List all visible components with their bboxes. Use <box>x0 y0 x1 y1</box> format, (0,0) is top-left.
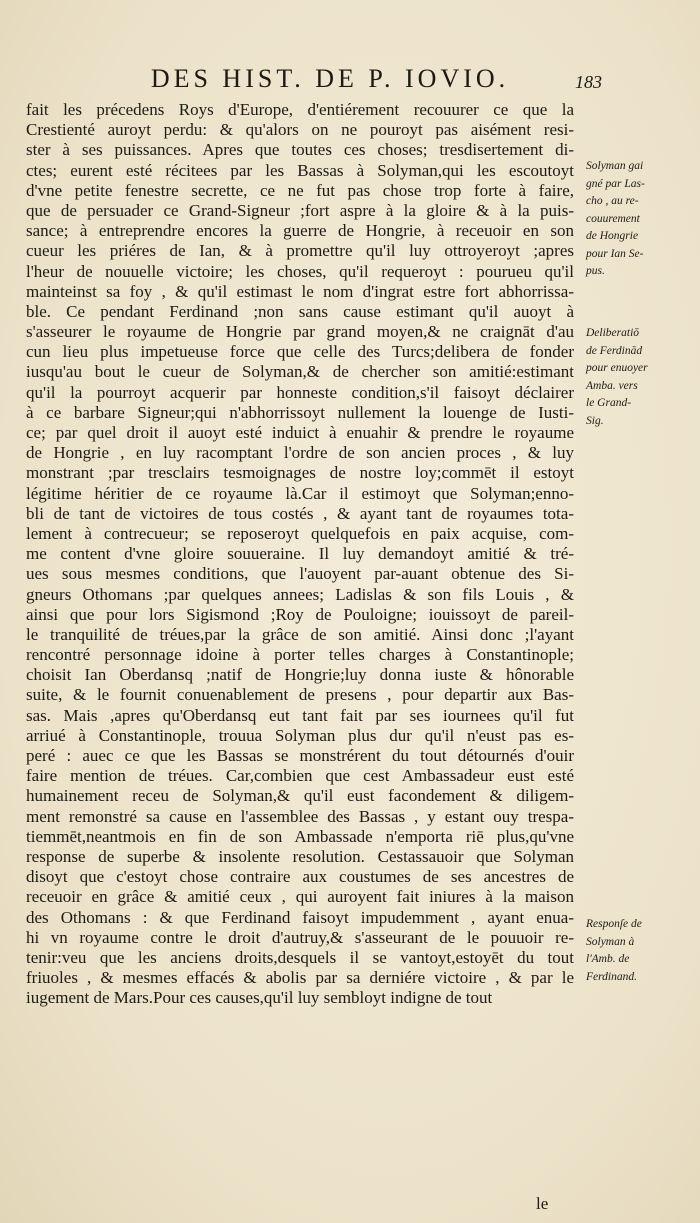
margin-note-line: Ferdinand. <box>586 970 637 983</box>
page-number: 183 <box>575 72 602 92</box>
margin-note-line: Solyman à <box>586 935 635 948</box>
text-line: me content d'vne gloire souueraine. Il luy demandoyt amitié & tré- <box>26 544 574 564</box>
text-line: sas. Mais ,apres qu'Oberdansq eut tant fait par ses iournees qu'il fut <box>26 705 574 725</box>
text-line: rencontré personnage idoine à porter telles charges à Constantinople; <box>26 645 574 665</box>
margin-note-solyman-won-over <box>586 158 696 281</box>
text-line: iugement de Mars.Pour ces causes,qu'il luy sembloyt indigne de tout <box>26 988 493 1008</box>
margin-note-line: Responſe de <box>586 918 642 930</box>
margin-note-line: pus. <box>586 265 605 277</box>
text-line: receuoir en grâce & amitié ceux , qui auroyent fait iniures à la maison <box>26 887 574 907</box>
text-line: disoyt que c'estoyt chose contraire aux coustumes de ses ancestres de <box>26 867 574 887</box>
text-line: suite, & le fournit conuenablement de presens , pour departir aux Bas- <box>26 685 574 705</box>
text-line: iusqu'au bout le cueur de Solyman,& de chercher son amitié:estimant <box>26 362 574 382</box>
text-line: légitime héritier de ce royaume là.Car il estimoyt que Solyman;enno- <box>26 483 574 503</box>
text-line: lement à contrecueur; se reposeroyt quelquefois en paix acquise, com- <box>26 523 574 543</box>
text-line: hi vn royaume contre le droit d'autruy,& s'asseurant de le pouuoir re- <box>26 927 574 947</box>
text-line: tiemmēt,neantmois en fin de son Ambassade n'emporta riē plus,qu'vne <box>26 826 574 846</box>
text-line: ment remonstré sa cause en l'assemblee des Bassas , y estant ouy trespa- <box>26 806 574 826</box>
text-line: sance; à entreprendre encores la guerre de Hongrie, à receuoir en son <box>26 221 574 241</box>
running-title: DES HIST. DE P. IOVIO. <box>150 64 510 93</box>
text-line: humainement receu de Solyman,& qu'il eust facondement & diligem- <box>26 786 574 806</box>
body-text <box>26 100 574 1008</box>
text-line: à ce barbare Signeur;qui n'abhorrissoyt nullement la louenge de Iusti- <box>26 402 574 422</box>
margin-note-line: de Hongrie <box>586 230 639 242</box>
text-line: cueur les priéres de Ian, & à promettre qu'il luy ottroyeroyt ;apres <box>26 241 574 261</box>
text-line: Crestienté auroyt perdu: & qu'alors on ne pouroyt pas aisément resi- <box>26 120 574 140</box>
text-line: de Hongrie , en luy racomptant l'ordre de son ancien proces , & luy <box>26 443 574 463</box>
text-line: tenir:veu que les anciens droits,desquels il se vantoyt,estoyēt du tout <box>26 947 574 967</box>
text-line: l'heur de nouuelle victoire; les choses, qu'il requeroyt : pourueu qu'il <box>26 261 574 281</box>
text-line: bli de tant de victoires de tous costés , & ayant tant de royaumes tota- <box>26 503 574 523</box>
text-line: ster à ses puissances. Apres que toutes ces choses; tresdisertement di- <box>26 140 574 160</box>
text-line: monstrant ;par tresclairs tesmoignages de nostre loy;commēt il estoyt <box>26 463 574 483</box>
text-line: ctes; eurent esté récitees par les Bassas à Solyman,qui les escoutoyt <box>26 160 574 180</box>
text-line: d'vne petite fenestre secrette, ce ne fut pas chose trop forte à faire, <box>26 180 574 200</box>
text-line: le tranquilité de tréues,par la grâce de son amitié. Ainsi donc ;l'ayant <box>26 624 574 644</box>
margin-note-line: couurement <box>586 212 640 225</box>
margin-note-line: gné par Las- <box>586 177 645 190</box>
text-line: ainsi que pour lors Sigismond ;Roy de Pouloigne; iouissoyt de pareil- <box>26 604 574 624</box>
text-line: response de superbe & insolente resolution. Cestassauoir que Solyman <box>26 846 574 866</box>
margin-note-line: le Grand- <box>586 397 632 409</box>
margin-note-line: l'Amb. de <box>586 953 630 965</box>
text-line: choisit Ian Oberdansq ;natif de Hongrie;luy donna iuste & hônorable <box>26 665 574 685</box>
margin-note-line: pour enuoyer <box>586 362 648 374</box>
catchword: le <box>536 1194 549 1213</box>
text-line: s'asseurer le royaume de Hongrie par grand moyen,& ne craignāt d'au <box>26 322 574 342</box>
text-line: ce; par quel droit il auoyt esté induict à enuahir & prendre le royaume <box>26 423 574 442</box>
text-line: qu'il la pourroyt acquerir par honneste condition,s'il faisoyt déclairer <box>26 382 574 402</box>
text-line: que de persuader ce Grand-Signeur ;fort aspre à la gloire & à la puis- <box>26 200 574 220</box>
text-line: faire mention de tréues. Car,combien que cest Ambassadeur eust esté <box>26 766 574 786</box>
text-line: ble. Ce pendant Ferdinand ;non sans cause estimant qu'il auoyt à <box>26 301 574 321</box>
margin-note-line: de Ferdinād <box>586 344 643 357</box>
text-line: peré : auec ce que les Bassas se monstrérent du tout détournés d'ouir <box>26 746 574 765</box>
margin-note-line: pour Ian Se- <box>586 247 644 260</box>
text-line: mainteinst sa foy , & qu'il estimast le nom d'ingrat estre fort abhorrissa- <box>26 281 574 301</box>
text-line: gneurs Othomans ;par quelques annees; Ladislas & son fils Louis , & <box>26 584 574 604</box>
margin-note-line: Amba. vers <box>586 379 638 392</box>
margin-note-ferdinand-embassy <box>586 325 696 430</box>
margin-note-line: Sig. <box>586 414 604 427</box>
margin-note-solyman-response <box>586 916 696 986</box>
margin-note-line: Deliberatiō <box>586 327 640 339</box>
text-line: ues sous mesmes conditions, que l'auoyent par-auant obtenue des Si- <box>26 564 574 584</box>
margin-note-line: cho , au re- <box>586 195 639 207</box>
text-line: fait les précedens Roys d'Europe, d'entiérement recouurer ce que la <box>26 100 574 119</box>
margin-note-line: Solyman gai <box>586 160 644 172</box>
text-line: cun lieu plus impetueuse force que celle des Turcs;delibera de fonder <box>26 342 574 362</box>
text-line: des Othomans : & que Ferdinand faisoyt impudemment , ayant enua- <box>26 907 574 927</box>
text-line: friuoles , & mesmes effacés & abolis par sa derniére victoire , & par le <box>26 968 574 988</box>
text-line: arriué à Constantinople, trouua Solyman plus dur qu'il n'eust pas es- <box>26 725 574 745</box>
